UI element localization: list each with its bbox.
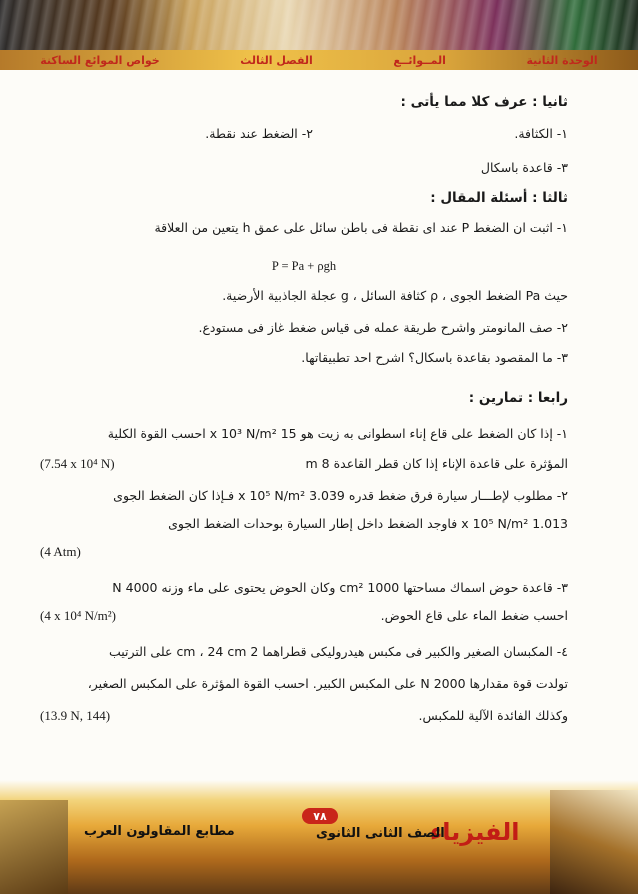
exercise2-answer: (4 Atm) [40,544,81,559]
section3-q2: ٢- صف المانومتر واشرح طريقة عمله فى قياس ضغط غاز فى مستودع. [198,320,568,335]
exercise4-line1: ٤- المكبسان الصغير والكبير فى مكبس هيدروليكى قطراهما 2 cm ، 24 cm على الترتيب [108,644,568,659]
section3-q3: ٣- ما المقصود بقاعدة باسكال؟ اشرح احد تطبيقاتها. [301,350,568,365]
exercise2-line2: 1.013 x 10⁵ N/m² فاوجد الضغط داخل إطار السيارة بوحدات الضغط الجوى [168,516,568,531]
publisher-label: مطابع المقاولون العرب [84,824,235,839]
exercise4-line3: وكذلك الفائدة الآلية للمكبس. (13.9 N, 144) [40,708,568,723]
footer-left-decoration [0,800,68,894]
header-decoration [0,0,638,50]
exercise1-line1: ١- إذا كان الضغط على قاع إناء اسطوانى به زيت هو 15 x 10³ N/m² احسب القوة الكلية [107,426,568,441]
section4-title: رابعا : تمارين : [468,390,568,406]
exercise3-line1: ٣- قاعدة حوض اسماك مساحتها 1000 cm² وكان الحوض يحتوى على ماء وزنه 4000 N [112,580,568,595]
grade-label: الصف الثانى الثانوى [316,826,445,841]
section2-item2: ٢- الضغط عند نقطة. [205,126,313,141]
header-bar [0,50,638,70]
section3-title: ثالثا : أسئلة المقال : [430,190,568,206]
section2-title: ثانيا : عرف كلا مما يأتى : [400,94,568,110]
exercise2-line1: ٢- مطلوب لإطـــار سيارة فرق ضغط قدره 3.039 x 10⁵ N/m² فـإذا كان الضغط الجوى [113,488,568,503]
exercise1-line2: المؤثرة على قاعدة الإناء إذا كان قطر القاعدة 8 m (7.54 x 10⁴ N) [40,456,568,471]
subject-title: الفيزياء [430,818,520,846]
exercise4-line2: تولدت قوة مقدارها 2000 N على المكبس الكبير. احسب القوة المؤثرة على المكبس الصغير، [87,676,568,691]
formula: P = Pa + ρgh [271,259,337,273]
header-section: خواص الموائع الساكنة [40,53,160,67]
section2-item3: ٣- قاعدة باسكال [480,160,568,175]
exercise3-answer: (4 x 10⁴ N/m²) [40,608,116,623]
exercise1-answer: (7.54 x 10⁴ N) [40,456,115,471]
exercise4-answer: (13.9 N, 144) [40,708,111,723]
section2-item1: ١- الكثافة. ٢- الضغط عند نقطة. [205,126,568,141]
header-chapter: الفصل الثالث [240,53,313,67]
header-unit: الوحدة الثانية [526,53,598,67]
footer-right-decoration [550,790,638,894]
section3-where: حيث Pa الضغط الجوى ، ρ كثافة السائل ، g عجلة الجاذبية الأرضية. [222,288,568,303]
page-number: ٧٨ [302,808,338,824]
header-topic: المــوائــع [393,53,446,67]
exercise3-line2: احسب ضغط الماء على قاع الحوض. (4 x 10⁴ N/m²) [40,608,568,623]
section3-q1: ١- اثبت ان الضغط P عند اى نقطة فى باطن سائل على عمق h يتعين من العلاقة [154,220,568,235]
